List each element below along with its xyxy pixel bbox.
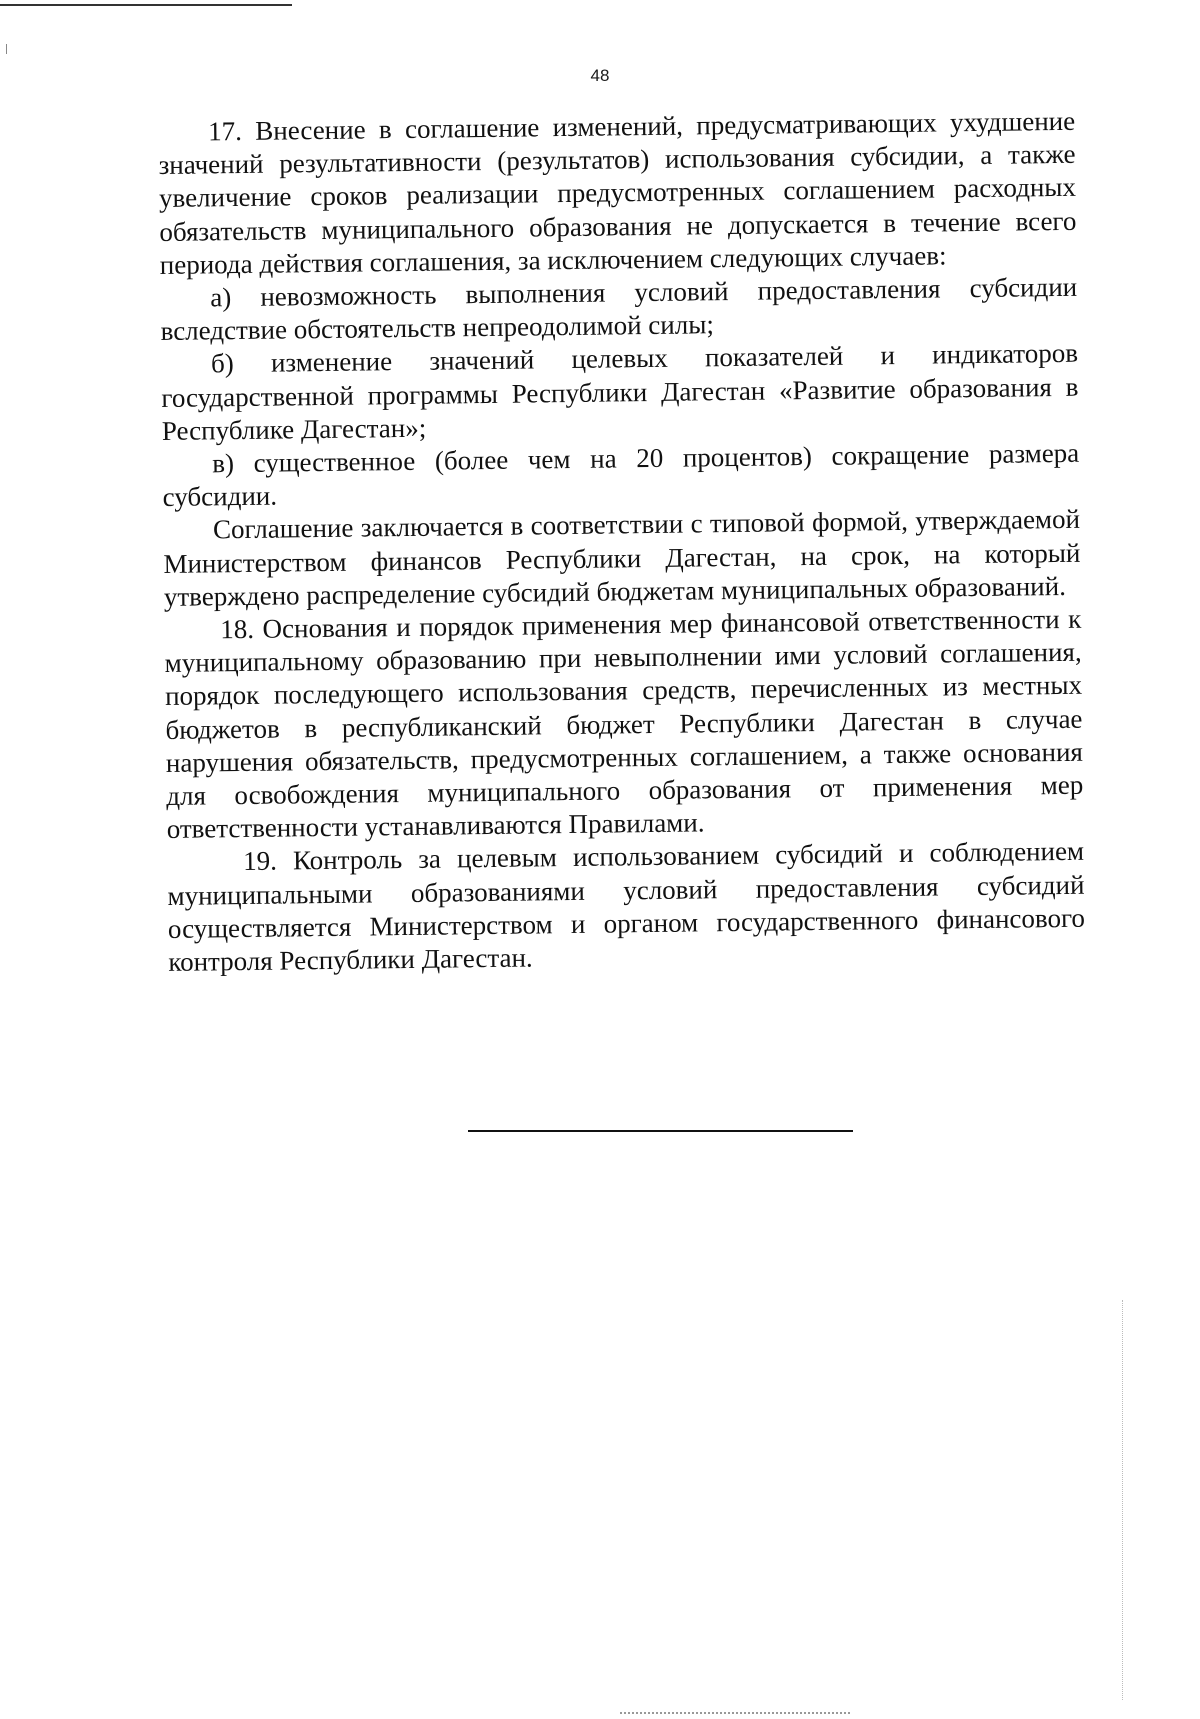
document-body (158, 105, 1085, 979)
paragraph-17-item-c: в) существенное (более чем на 20 процентов) сокращение размера субсидии. (162, 437, 1080, 513)
paragraph-17-agreement: Соглашение заключается в соответствии с типовой формой, утверждаемой Министерством финансов Республики Дагестан, на срок, на который утверждено распределение субсидий бюджетам муниципальных образований. (163, 504, 1081, 612)
top-edge-rule (0, 4, 292, 6)
paragraph-19: 19. Контроль за целевым использованием субсидий и соблюдением муниципальными образованиями условий предоставления субсидий осуществляется Министерством и органом государственного финансового контроля Республики Дагестан. (167, 836, 1086, 978)
scan-bottom-artifact (620, 1712, 850, 1714)
scan-margin-mark (6, 44, 7, 54)
paragraph-17: 17. Внесение в соглашение изменений, предусматривающих ухудшение значений результативности (результатов) использования субсидии, а также увеличение сроков реализации предусмотренных соглашением расходных обязательств муниципального образования не допускается в течение всего периода действия соглашения, за исключением следующих случаев: (158, 105, 1077, 280)
end-of-document-rule (468, 1130, 853, 1132)
page-number: 48 (590, 66, 610, 85)
paragraph-17-item-a: а) невозможность выполнения условий предоставления субсидии вследствие обстоятельств непреодолимой силы; (160, 271, 1078, 347)
scan-edge-mark (1122, 1300, 1123, 1700)
paragraph-18: 18. Основания и порядок применения мер финансовой ответственности к муниципальному образованию при невыполнении ими условий соглашения, порядок последующего использования средств, перечисленных из местных бюджетов в республиканский бюджет Республики Дагестан в случае нарушения обязательств, предусмотренных соглашением, а также основания для освобождения муниципального образования от применения мер ответственности устанавливаются Правилами. (164, 603, 1084, 845)
paragraph-17-item-b: б) изменение значений целевых показателей и индикаторов государственной программы Республики Дагестан «Развитие образования в Республике Дагестан»; (161, 338, 1079, 446)
